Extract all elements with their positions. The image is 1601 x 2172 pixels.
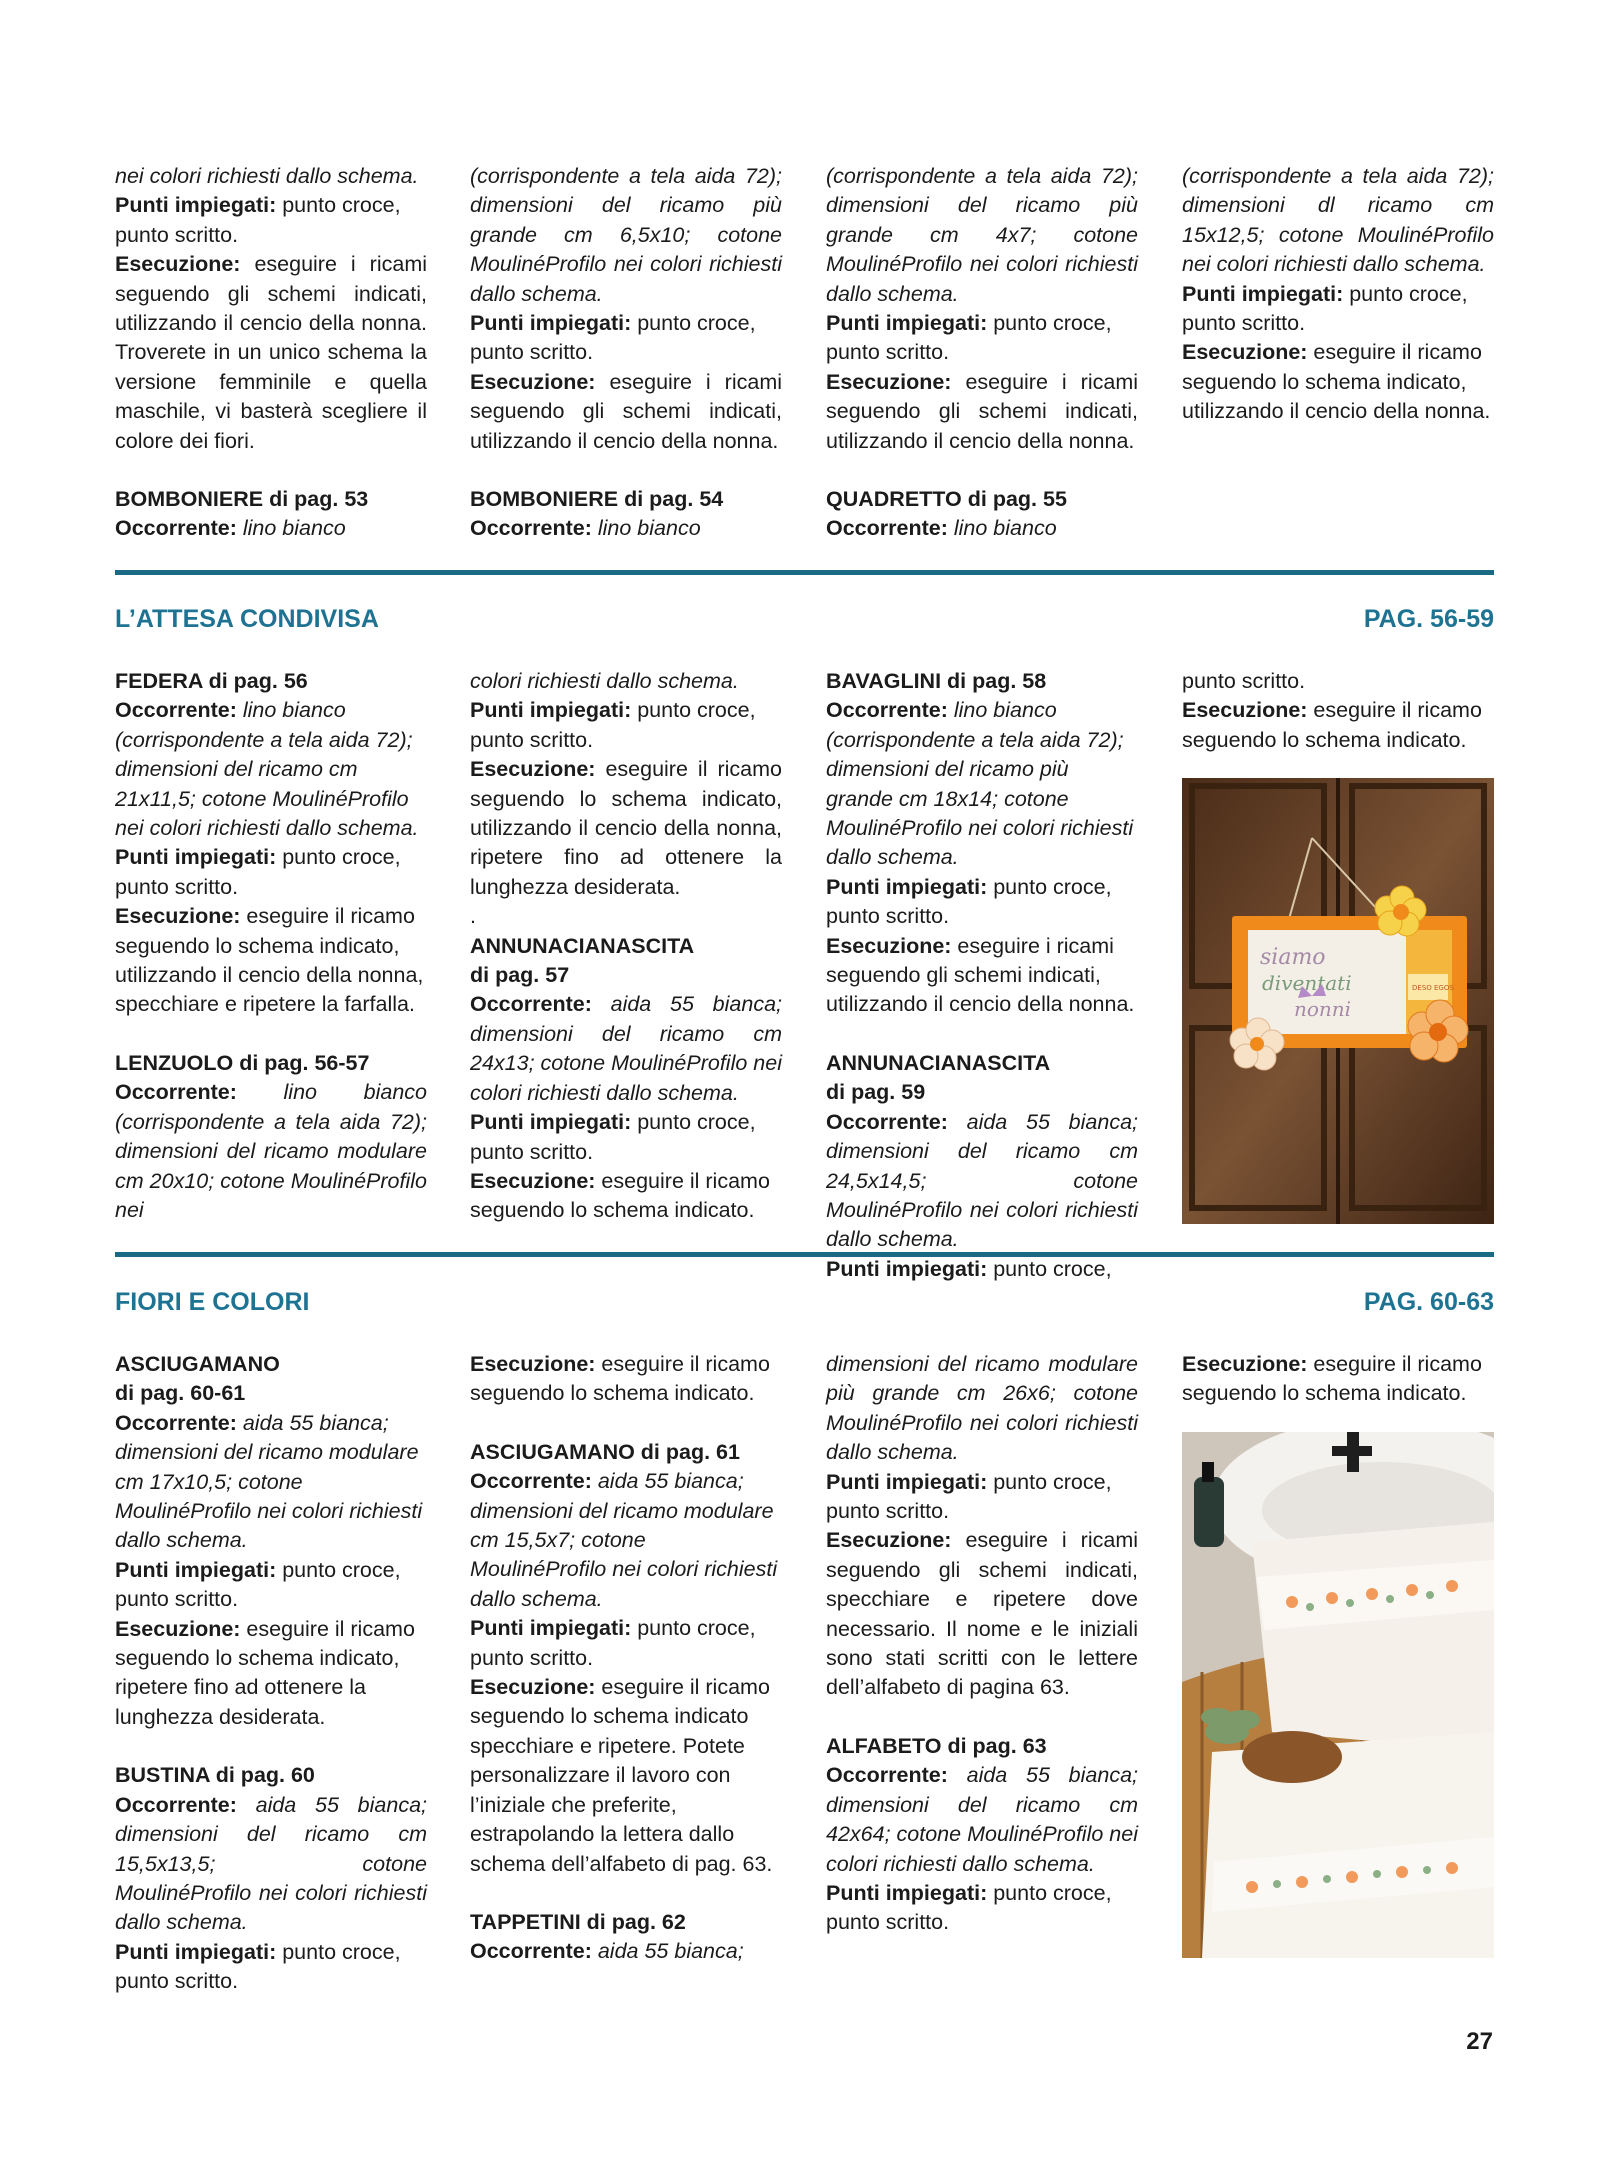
photo-embroidered-frame <box>1182 778 1494 1224</box>
embroidery-word-2: diventati <box>1262 971 1352 995</box>
top-col1-continuation: nei colori richiesti dallo schema. <box>115 164 419 188</box>
section-page-range: PAG. 60-63 <box>1363 1288 1494 1316</box>
text: punto croce, punto scritto. <box>470 698 756 752</box>
section-title: FIORI E COLORI <box>115 1288 310 1316</box>
label: Esecuzione: <box>470 1675 596 1700</box>
label: Punti impiegati: <box>470 1616 632 1641</box>
label: Punti impiegati: <box>826 874 988 899</box>
text: lino bianco (corrispondente a tela aida 72); dimensioni del ricamo più grande cm 18x14; cotone MoulinéProfilo nei colori richiesti dallo schema. <box>826 698 1134 870</box>
text: aida 55 bianca; dimensioni del ricamo cm 24x13; cotone MoulinéProfilo nei colori richiesti dallo schema. <box>470 992 782 1105</box>
text: aida 55 bianca; dimensioni del ricamo cm 42x64; cotone MoulinéProfilo nei colori richiesti dallo schema. <box>826 1763 1138 1876</box>
label: Esecuzione: <box>1182 340 1308 365</box>
label: Occorrente: <box>470 1939 592 1964</box>
text: eseguire i ricami seguendo gli schemi indicati, utilizzando il cencio della nonna. Troverete in un unico schema la versione femminile e quella maschile, vi basterà scegliere il colore dei fiori. <box>115 252 427 453</box>
label: Occorrente: <box>115 516 237 541</box>
text: eseguire i ricami seguendo gli schemi indicati, utilizzando il cencio della nonna. <box>470 369 782 453</box>
text: punto croce, punto scritto. <box>115 193 401 247</box>
label: Punti impiegati: <box>470 698 632 723</box>
text: lino bianco <box>236 516 346 541</box>
label: Esecuzione: <box>470 369 596 394</box>
top-col3-continuation: (corrispondente a tela aida 72); dimensioni del ricamo più grande cm 4x7; cotone MoulinéProfilo nei colori richiesti dallo schema. <box>826 164 1138 306</box>
section-divider <box>115 570 1494 575</box>
text: lino bianco <box>947 516 1057 541</box>
label: Punti impiegati: <box>826 311 988 336</box>
item-title: QUADRETTO di pag. 55 <box>826 487 1067 512</box>
item-title: BOMBONIERE di pag. 54 <box>470 487 724 512</box>
label: Punti impiegati: <box>115 193 277 218</box>
photo-embroidered-towels <box>1182 1432 1494 1958</box>
s1-col-3 <box>826 667 1138 1284</box>
text: eseguire il ricamo seguendo lo schema indicato. <box>1182 1352 1482 1406</box>
label: Esecuzione: <box>826 369 952 394</box>
text: eseguire il ricamo seguendo lo schema indicato, utilizzando il cencio della nonna, ripetere fino ad ottenere la lunghezza desiderata. <box>470 757 782 899</box>
s2-col-3 <box>826 1350 1138 1938</box>
label: Punti impiegati: <box>115 1939 277 1964</box>
text: punto croce, punto scritto. <box>470 1616 756 1670</box>
text: eseguire i ricami seguendo gli schemi indicati, utilizzando il cencio della nonna. <box>826 933 1135 1017</box>
top-col4-continuation: (corrispondente a tela aida 72); dimensioni dl ricamo cm 15x12,5; cotone MoulinéProfilo nei colori richiesti dallo schema. <box>1182 164 1494 277</box>
text: eseguire il ricamo seguendo lo schema indicato. <box>470 1352 770 1406</box>
label: Punti impiegati: <box>115 1557 277 1582</box>
text: punto croce, punto scritto. <box>826 874 1112 929</box>
label: Esecuzione: <box>470 1168 596 1193</box>
label: Esecuzione: <box>1182 698 1308 723</box>
text: punto croce, punto scritto. <box>115 1939 401 1994</box>
item-title-page: di pag. 60-61 <box>115 1381 246 1406</box>
text: punto croce, punto scritto. <box>470 1110 756 1164</box>
item-title-page: di pag. 57 <box>470 963 570 988</box>
text: lino bianco (corrispondente a tela aida 72); dimensioni del ricamo modulare cm 20x10; cotone MoulinéProfilo nei <box>115 1080 427 1222</box>
text: punto croce, punto scritto. <box>115 845 401 899</box>
photo-illustration <box>1182 1432 1494 1958</box>
text: eseguire il ricamo seguendo lo schema indicato. <box>1182 698 1482 752</box>
label: Punti impiegati: <box>826 1469 988 1494</box>
label: Punti impiegati: <box>1182 281 1344 306</box>
label: Esecuzione: <box>1182 1352 1308 1376</box>
label: Esecuzione: <box>115 904 241 929</box>
text: punto croce, punto scritto. <box>826 311 1112 365</box>
label: Occorrente: <box>115 1792 237 1817</box>
label: Occorrente: <box>115 1410 237 1435</box>
text: lino bianco <box>591 516 701 541</box>
text: eseguire il ricamo seguendo lo schema indicato, utilizzando il cencio della nonna, specchiare e ripetere la farfalla. <box>115 904 424 1017</box>
label: Esecuzione: <box>115 1616 241 1641</box>
top-col-2 <box>470 162 782 544</box>
text: aida 55 bianca; dimensioni del ricamo cm 15,5x13,5; cotone MoulinéProfilo nei colori richiesti dallo schema. <box>115 1792 427 1935</box>
s2-col-4 <box>1182 1350 1494 1409</box>
label: Occorrente: <box>470 1469 592 1494</box>
s1-col-4 <box>1182 667 1494 755</box>
top-col-4 <box>1182 162 1494 427</box>
section-title: L’ATTESA CONDIVISA <box>115 605 379 633</box>
s2-col-1 <box>115 1350 427 1997</box>
label: Esecuzione: <box>826 933 952 958</box>
text: punto croce, punto scritto. <box>1182 281 1468 336</box>
item-title: ALFABETO di pag. 63 <box>826 1733 1047 1758</box>
text: eseguire il ricamo seguendo lo schema indicato, utilizzando il cencio della nonna. <box>1182 340 1491 424</box>
text: punto croce, punto scritto. <box>470 311 756 365</box>
photo-illustration <box>1182 778 1494 1224</box>
label: Occorrente: <box>826 516 948 541</box>
label: Esecuzione: <box>115 252 241 277</box>
item-title: ANNUNACIANASCITA <box>470 933 695 958</box>
label: Punti impiegati: <box>470 1110 632 1135</box>
text: eseguire i ricami seguendo gli schemi indicati, specchiare e ripetere dove necessario. Il nome e le iniziali sono stati scritti con le lettere dell’alfabeto di pagina 63. <box>826 1528 1138 1700</box>
item-title: ANNUNACIANASCITA <box>826 1050 1051 1075</box>
s1-col-2 <box>470 667 782 1226</box>
label: Occorrente: <box>826 698 948 723</box>
text: aida 55 bianca; <box>591 1939 744 1964</box>
text: eseguire il ricamo seguendo lo schema indicato. <box>470 1168 770 1223</box>
s2-col-2 <box>470 1350 782 1967</box>
stray-dot: . <box>470 904 476 929</box>
top-col-1 <box>115 162 427 544</box>
text: eseguire il ricamo seguendo lo schema indicato specchiare e ripetere. Potete personalizzare il lavoro con l’iniziale che preferite, estrapolando la lettera dallo schema dell’alfabeto di pag. 63. <box>470 1675 773 1876</box>
label: Punti impiegati: <box>826 1256 988 1281</box>
text: punto croce, <box>987 1256 1112 1281</box>
item-title: BOMBONIERE di pag. 53 <box>115 487 369 512</box>
item-title: FEDERA di pag. 56 <box>115 669 308 693</box>
item-title: ASCIUGAMANO <box>115 1352 280 1376</box>
item-title: ASCIUGAMANO di pag. 61 <box>470 1439 740 1464</box>
top-col2-continuation: (corrispondente a tela aida 72); dimensioni del ricamo più grande cm 6,5x10; cotone MoulinéProfilo nei colori richiesti dallo schema. <box>470 164 782 306</box>
label: Occorrente: <box>826 1109 948 1134</box>
tag-text: DESO EGOS <box>1412 984 1454 992</box>
item-title: LENZUOLO di pag. 56-57 <box>115 1050 370 1075</box>
item-title-page: di pag. 59 <box>826 1080 926 1105</box>
text: lino bianco (corrispondente a tela aida 72); dimensioni del ricamo cm 21x11,5; cotone MoulinéProfilo nei colori richiesti dallo schema. <box>115 698 419 841</box>
text: eseguire i ricami seguendo gli schemi indicati, utilizzando il cencio della nonna. <box>826 369 1138 453</box>
page-number: 27 <box>1466 2028 1493 2055</box>
text: punto croce, punto scritto. <box>115 1557 401 1612</box>
text: aida 55 bianca; dimensioni del ricamo cm 24,5x14,5; cotone MoulinéProfilo nei colori richiesti dallo schema. <box>826 1109 1138 1252</box>
label: Occorrente: <box>826 1763 948 1788</box>
item-title: BUSTINA di pag. 60 <box>115 1763 315 1788</box>
label: Esecuzione: <box>470 1352 596 1376</box>
label: Occorrente: <box>115 698 237 723</box>
label: Punti impiegati: <box>115 845 277 870</box>
section-page-range: PAG. 56-59 <box>1363 605 1494 633</box>
section-divider <box>115 1252 1494 1257</box>
label: Occorrente: <box>470 516 592 541</box>
text: eseguire il ricamo seguendo lo schema indicato, ripetere fino ad ottenere la lunghezza desiderata. <box>115 1616 415 1729</box>
item-title: BAVAGLINI di pag. 58 <box>826 669 1047 693</box>
item-title: TAPPETINI di pag. 62 <box>470 1909 686 1934</box>
label: Esecuzione: <box>826 1528 952 1553</box>
text: punto croce, punto scritto. <box>826 1469 1112 1524</box>
text: aida 55 bianca; dimensioni del ricamo modulare cm 17x10,5; cotone MoulinéProfilo nei colori richiesti dallo schema. <box>115 1410 423 1553</box>
top-col-3 <box>826 162 1138 544</box>
continuation: punto scritto. <box>1182 669 1306 693</box>
embroidery-word-3: nonni <box>1294 997 1352 1021</box>
label: Occorrente: <box>115 1080 237 1105</box>
embroidery-word-1: siamo <box>1260 945 1326 970</box>
continuation: colori richiesti dallo schema. <box>470 669 739 693</box>
continuation: dimensioni del ricamo modulare più grande cm 26x6; cotone MoulinéProfilo nei colori richiesti dallo schema. <box>826 1352 1138 1465</box>
text: aida 55 bianca; dimensioni del ricamo modulare cm 15,5x7; cotone MoulinéProfilo nei colori richiesti dallo schema. <box>470 1469 778 1611</box>
label: Occorrente: <box>470 992 592 1017</box>
label: Esecuzione: <box>470 757 596 782</box>
text: punto croce, punto scritto. <box>826 1880 1112 1935</box>
label: Punti impiegati: <box>470 311 632 336</box>
label: Punti impiegati: <box>826 1880 988 1905</box>
s1-col-1 <box>115 667 427 1225</box>
